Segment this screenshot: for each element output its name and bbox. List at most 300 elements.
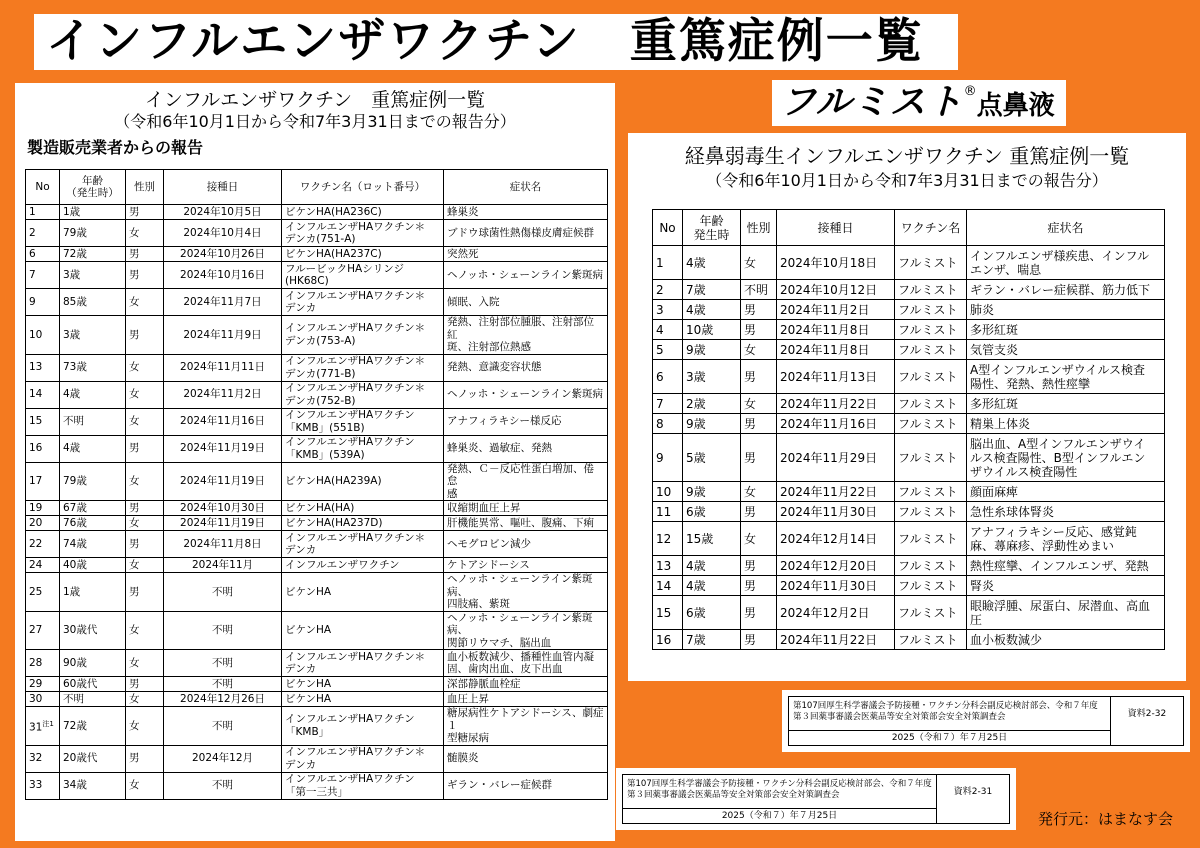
cell-no: 22 [26, 531, 60, 558]
cell-date: 2024年11月19日 [164, 516, 282, 531]
cell-vaccine: インフルエンザHAワクチン＊ デンカ(751-A) [282, 220, 444, 247]
cell-date: 2024年10月18日 [777, 246, 895, 280]
cell-symptoms: 蜂巣炎、過敏症、発熱 [444, 435, 608, 462]
column-header-sex: 性別 [741, 210, 777, 246]
cell-vaccine: フルミスト [895, 280, 967, 300]
cell-symptoms: 血小板数減少、播種性血管内凝 固、歯肉出血、皮下出血 [444, 650, 608, 677]
cell-symptoms: ヘノッホ・シェーンライン紫斑病、 関節リウマチ、脳出血 [444, 611, 608, 650]
column-header-vaccine: ワクチン名（ロット番号） [282, 170, 444, 205]
left-panel-subtitle: （令和6年10月1日から令和7年3月31日までの報告分） [114, 112, 516, 131]
cell-sex: 女 [741, 394, 777, 414]
cell-symptoms: A型インフルエンザウイルス検査 陽性、発熱、熱性痙攣 [967, 360, 1165, 394]
cell-symptoms: 肺炎 [967, 300, 1165, 320]
cell-symptoms: 傾眠、入院 [444, 289, 608, 316]
cell-sex: 男 [126, 205, 164, 220]
cell-date: 2024年10月12日 [777, 280, 895, 300]
cell-sex: 女 [741, 482, 777, 502]
cell-age: 4歳 [60, 435, 126, 462]
cell-sex: 女 [126, 650, 164, 677]
cell-no: 29 [26, 677, 60, 692]
table-row [26, 745, 608, 772]
meeting-date: 2025（令和７）年７月25日 [789, 731, 1111, 745]
cell-sex: 男 [126, 573, 164, 612]
cell-age: 15歳 [683, 522, 741, 556]
cell-no: 15 [26, 408, 60, 435]
cell-symptoms: ヘノッホ・シェーンライン紫斑病 [444, 262, 608, 289]
cell-no: 16 [653, 630, 683, 650]
cell-date: 2024年10月30日 [164, 501, 282, 516]
cell-age: 4歳 [683, 300, 741, 320]
cell-age: 6歳 [683, 596, 741, 630]
column-header-vaccine: ワクチン名 [895, 210, 967, 246]
cell-age: 40歳 [60, 558, 126, 573]
table-row [653, 414, 1165, 434]
cell-no: 14 [26, 381, 60, 408]
table-row [26, 558, 608, 573]
cell-vaccine: ビケンHA(HA239A) [282, 462, 444, 501]
cell-sex: 女 [741, 246, 777, 280]
table-row [26, 289, 608, 316]
cell-symptoms: ギラン・バレー症候群 [444, 772, 608, 799]
cell-date: 2024年12月20日 [777, 556, 895, 576]
meeting-org [623, 775, 937, 809]
cell-symptoms: 血圧上昇 [444, 692, 608, 707]
cell-no: 3 [653, 300, 683, 320]
cell-symptoms: ヘノッホ・シェーンライン紫斑病、 四肢痛、紫斑 [444, 573, 608, 612]
cell-age: 5歳 [683, 434, 741, 482]
table-row [653, 482, 1165, 502]
cell-no: 11 [653, 502, 683, 522]
cell-date: 2024年11月8日 [777, 320, 895, 340]
cell-vaccine: フルミスト [895, 434, 967, 482]
cell-sex: 男 [126, 435, 164, 462]
cell-date: 2024年11月2日 [164, 381, 282, 408]
cell-date: 2024年11月30日 [777, 576, 895, 596]
cell-no: 32 [26, 745, 60, 772]
cell-sex: 男 [741, 414, 777, 434]
cell-sex: 男 [741, 434, 777, 482]
meeting-info-box [616, 768, 1016, 830]
cell-vaccine: インフルエンザHAワクチン＊ デンカ [282, 289, 444, 316]
cell-age: 6歳 [683, 502, 741, 522]
cell-date: 2024年11月8日 [164, 531, 282, 558]
cell-age: 34歳 [60, 772, 126, 799]
cell-vaccine: フルミスト [895, 246, 967, 280]
cell-sex: 男 [741, 300, 777, 320]
cell-age: 7歳 [683, 280, 741, 300]
table-row [26, 531, 608, 558]
cell-sex: 男 [741, 360, 777, 394]
right-table-header [653, 210, 1165, 246]
cell-sex: 女 [741, 522, 777, 556]
table-row [653, 630, 1165, 650]
cell-no: 2 [653, 280, 683, 300]
left-panel-section: 製造販売業者からの報告 [27, 138, 204, 157]
cell-date: 2024年11月19日 [164, 435, 282, 462]
cell-age: 1歳 [60, 205, 126, 220]
cell-symptoms: 発熱、Ｃ－反応性蛋白増加、倦怠 感 [444, 462, 608, 501]
document-id: 資料2-32 [1127, 709, 1167, 719]
cell-vaccine: フルミスト [895, 340, 967, 360]
meeting-org-line2: 第３回薬事審議会医薬品等安全対策部会安全対策調査会 [627, 790, 840, 800]
cell-vaccine: フルミスト [895, 576, 967, 596]
cell-age: 3歳 [60, 262, 126, 289]
cell-age: 10歳 [683, 320, 741, 340]
cell-vaccine: フルミスト [895, 630, 967, 650]
cell-sex: 女 [126, 516, 164, 531]
cell-date: 不明 [164, 611, 282, 650]
table-row [26, 381, 608, 408]
cell-vaccine: フルミスト [895, 596, 967, 630]
cell-vaccine: ビケンHA [282, 573, 444, 612]
cell-age: 9歳 [683, 414, 741, 434]
cell-sex: 女 [126, 558, 164, 573]
cell-age: 85歳 [60, 289, 126, 316]
table-row [26, 692, 608, 707]
cell-no: 14 [653, 576, 683, 596]
cell-sex: 男 [741, 502, 777, 522]
table-row [653, 246, 1165, 280]
cell-no: 30 [26, 692, 60, 707]
cell-symptoms: 腎炎 [967, 576, 1165, 596]
cell-vaccine: フルミスト [895, 360, 967, 394]
cell-symptoms: 深部静脈血栓症 [444, 677, 608, 692]
cell-vaccine: インフルエンザHAワクチン＊ デンカ(771-B) [282, 354, 444, 381]
cell-date: 2024年11月9日 [164, 316, 282, 355]
main-title: インフルエンザワクチン 重篤症例一覧 [34, 14, 958, 70]
cell-sex: 男 [741, 576, 777, 596]
cell-vaccine: フルミスト [895, 414, 967, 434]
cell-no: 24 [26, 558, 60, 573]
table-row [26, 501, 608, 516]
cell-no: 19 [26, 501, 60, 516]
column-header-no: No [26, 170, 60, 205]
cell-age: 9歳 [683, 340, 741, 360]
meeting-info-box [782, 690, 1190, 752]
cell-symptoms: 蜂巣炎 [444, 205, 608, 220]
flumist-brand: フルミスト [780, 82, 964, 123]
table-row [653, 360, 1165, 394]
cell-symptoms: 発熱、意識変容状態 [444, 354, 608, 381]
cell-sex: 男 [741, 596, 777, 630]
cell-age: 9歳 [683, 482, 741, 502]
cell-vaccine: フルミスト [895, 556, 967, 576]
cell-date: 不明 [164, 650, 282, 677]
table-row [26, 205, 608, 220]
cell-date: 2024年11月30日 [777, 502, 895, 522]
left-panel [15, 83, 615, 841]
cell-vaccine: インフルエンザHAワクチン 「KMB」(551B) [282, 408, 444, 435]
registered-mark: ® [963, 84, 977, 99]
cell-no: 7 [26, 262, 60, 289]
cell-symptoms: ケトアシドーシス [444, 558, 608, 573]
cell-no: 33 [26, 772, 60, 799]
column-header-age: 年齢 （発生時） [60, 170, 126, 205]
cell-vaccine: インフルエンザHAワクチン＊ デンカ(752-B) [282, 381, 444, 408]
cell-sex: 男 [741, 556, 777, 576]
cell-vaccine: フルービックHAシリンジ (HK68C) [282, 262, 444, 289]
right-panel-title: 経鼻弱毒生インフルエンザワクチン 重篤症例一覧 [684, 144, 1130, 168]
cell-symptoms: ヘモグロビン減少 [444, 531, 608, 558]
cell-age: 60歳代 [60, 677, 126, 692]
cell-vaccine: インフルエンザHAワクチン 「第一三共」 [282, 772, 444, 799]
table-row [26, 435, 608, 462]
cell-no: 2 [26, 220, 60, 247]
column-header-symptoms: 症状名 [444, 170, 608, 205]
cell-vaccine: インフルエンザHAワクチン 「KMB」(539A) [282, 435, 444, 462]
table-row [26, 247, 608, 262]
table-row [26, 707, 608, 746]
table-row [653, 522, 1165, 556]
right-panel-subtitle: （令和6年10月1日から令和7年3月31日までの報告分） [706, 171, 1108, 190]
cell-age: 4歳 [683, 556, 741, 576]
cell-date: 2024年10月4日 [164, 220, 282, 247]
cell-vaccine: インフルエンザHAワクチン＊ デンカ [282, 745, 444, 772]
cell-age: 3歳 [60, 316, 126, 355]
cell-age: 76歳 [60, 516, 126, 531]
cell-age: 1歳 [60, 573, 126, 612]
column-header-no: No [653, 210, 683, 246]
table-row [26, 573, 608, 612]
cell-date: 2024年12月 [164, 745, 282, 772]
cell-symptoms: 精巣上体炎 [967, 414, 1165, 434]
cell-sex: 男 [126, 501, 164, 516]
cell-no: 7 [653, 394, 683, 414]
table-row [26, 772, 608, 799]
cell-symptoms: 多形紅斑 [967, 320, 1165, 340]
cell-no: 6 [653, 360, 683, 394]
cell-symptoms: ギラン・バレー症候群、筋力低下 [967, 280, 1165, 300]
cell-vaccine: フルミスト [895, 522, 967, 556]
cell-no: 9 [26, 289, 60, 316]
cell-sex: 女 [126, 611, 164, 650]
cell-date: 2024年11月29日 [777, 434, 895, 482]
cell-no: 1 [26, 205, 60, 220]
table-row [653, 340, 1165, 360]
cell-symptoms: 熱性痙攣、インフルエンザ、発熱 [967, 556, 1165, 576]
cell-sex: 男 [126, 247, 164, 262]
cell-sex: 女 [126, 408, 164, 435]
flumist-banner [772, 80, 1066, 126]
cell-age: 73歳 [60, 354, 126, 381]
cell-age: 72歳 [60, 707, 126, 746]
cell-vaccine: ビケンHA [282, 692, 444, 707]
cell-date: 2024年11月2日 [777, 300, 895, 320]
cell-date: 2024年11月19日 [164, 462, 282, 501]
cell-date: 2024年11月16日 [164, 408, 282, 435]
cell-vaccine: フルミスト [895, 300, 967, 320]
cell-date: 2024年11月22日 [777, 482, 895, 502]
cell-symptoms: 糖尿病性ケトアシドーシス、劇症１ 型糖尿病 [444, 707, 608, 746]
cell-no: 13 [653, 556, 683, 576]
column-header-date: 接種日 [164, 170, 282, 205]
cell-no: 10 [653, 482, 683, 502]
table-row [26, 516, 608, 531]
meeting-date: 2025（令和７）年７月25日 [623, 809, 937, 823]
cell-symptoms: 収縮期血圧上昇 [444, 501, 608, 516]
cell-vaccine: フルミスト [895, 502, 967, 522]
cell-no: 10 [26, 316, 60, 355]
cell-no: 31$^{注1}$ [26, 707, 60, 746]
left-table-header [26, 170, 608, 205]
cell-vaccine: インフルエンザHAワクチン＊ デンカ [282, 650, 444, 677]
cell-date: 2024年11月8日 [777, 340, 895, 360]
cell-sex: 不明 [741, 280, 777, 300]
table-row [26, 611, 608, 650]
cell-no: 28 [26, 650, 60, 677]
cell-vaccine: インフルエンザHAワクチン＊ デンカ(753-A) [282, 316, 444, 355]
cell-sex: 男 [126, 262, 164, 289]
cell-sex: 女 [741, 340, 777, 360]
cell-no: 5 [653, 340, 683, 360]
table-row [653, 280, 1165, 300]
cell-age: 72歳 [60, 247, 126, 262]
cell-sex: 男 [126, 745, 164, 772]
cell-symptoms: インフルエンザ様疾患、インフル エンザ、喘息 [967, 246, 1165, 280]
publisher: 発行元：はまなす会 [1038, 810, 1174, 828]
cell-no: 8 [653, 414, 683, 434]
cell-age: 20歳代 [60, 745, 126, 772]
cell-sex: 女 [126, 707, 164, 746]
cell-symptoms: ブドウ球菌性熱傷様皮膚症候群 [444, 220, 608, 247]
cell-date: 2024年11月22日 [777, 394, 895, 414]
cell-no: 25 [26, 573, 60, 612]
cell-symptoms: 顔面麻痺 [967, 482, 1165, 502]
cell-sex: 女 [126, 692, 164, 707]
table-row [26, 462, 608, 501]
cell-date: 2024年10月26日 [164, 247, 282, 262]
table-row [653, 300, 1165, 320]
cell-date: 不明 [164, 707, 282, 746]
column-header-sex: 性別 [126, 170, 164, 205]
cell-age: 4歳 [683, 246, 741, 280]
cell-date: 2024年11月13日 [777, 360, 895, 394]
cell-symptoms: 髄膜炎 [444, 745, 608, 772]
cell-symptoms: 血小板数減少 [967, 630, 1165, 650]
right-panel [628, 133, 1186, 681]
cell-sex: 女 [126, 381, 164, 408]
cell-no: 15 [653, 596, 683, 630]
cell-age: 79歳 [60, 220, 126, 247]
cell-no: 1 [653, 246, 683, 280]
table-row [26, 408, 608, 435]
cell-age: 74歳 [60, 531, 126, 558]
cell-vaccine: ビケンHA(HA) [282, 501, 444, 516]
cell-no: 9 [653, 434, 683, 482]
cell-no: 17 [26, 462, 60, 501]
cell-symptoms: 眼瞼浮腫、尿蛋白、尿潜血、高血 圧 [967, 596, 1165, 630]
cell-vaccine: インフルエンザHAワクチン＊ デンカ [282, 531, 444, 558]
column-header-symptoms: 症状名 [967, 210, 1165, 246]
table-row [26, 262, 608, 289]
table-row [653, 556, 1165, 576]
cell-symptoms: 多形紅斑 [967, 394, 1165, 414]
cell-age: 不明 [60, 692, 126, 707]
cell-age: 30歳代 [60, 611, 126, 650]
cell-sex: 女 [126, 289, 164, 316]
cell-symptoms: 突然死 [444, 247, 608, 262]
table-row [653, 596, 1165, 630]
cell-no: 12 [653, 522, 683, 556]
table-row [653, 502, 1165, 522]
meeting-org [789, 697, 1111, 731]
cell-date: 2024年12月14日 [777, 522, 895, 556]
cell-age: 不明 [60, 408, 126, 435]
cell-vaccine: ビケンHA(HA236C) [282, 205, 444, 220]
table-row [26, 677, 608, 692]
cell-vaccine: フルミスト [895, 320, 967, 340]
cell-symptoms: アナフィラキシー反応、感覚鈍 麻、蕁麻疹、浮動性めまい [967, 522, 1165, 556]
column-header-age: 年齢 発生時 [683, 210, 741, 246]
document-id: 資料2-31 [953, 787, 993, 797]
cell-age: 67歳 [60, 501, 126, 516]
cell-no: 20 [26, 516, 60, 531]
cell-sex: 女 [126, 354, 164, 381]
cell-symptoms: 急性糸球体腎炎 [967, 502, 1165, 522]
cell-no: 16 [26, 435, 60, 462]
cell-sex: 男 [741, 320, 777, 340]
cell-age: 7歳 [683, 630, 741, 650]
cell-date: 2024年12月26日 [164, 692, 282, 707]
cell-vaccine: ビケンHA(HA237D) [282, 516, 444, 531]
column-header-date: 接種日 [777, 210, 895, 246]
cell-symptoms: ヘノッホ・シェーンライン紫斑病 [444, 381, 608, 408]
cell-vaccine: フルミスト [895, 394, 967, 414]
cell-sex: 男 [126, 677, 164, 692]
cell-sex: 女 [126, 462, 164, 501]
cell-symptoms: 脳出血、A型インフルエンザウイ ルス検査陽性、B型インフルエン ザウイルス検査陽性 [967, 434, 1165, 482]
cell-vaccine: ビケンHA [282, 611, 444, 650]
table-row [26, 650, 608, 677]
cell-date: 2024年10月5日 [164, 205, 282, 220]
cell-vaccine: インフルエンザワクチン [282, 558, 444, 573]
cell-age: 90歳 [60, 650, 126, 677]
cell-date: 不明 [164, 677, 282, 692]
cell-sex: 女 [126, 220, 164, 247]
cell-vaccine: ビケンHA(HA237C) [282, 247, 444, 262]
cell-sex: 男 [126, 316, 164, 355]
cell-sex: 女 [126, 772, 164, 799]
cell-date: 2024年11月 [164, 558, 282, 573]
table-row [653, 320, 1165, 340]
table-row [26, 220, 608, 247]
cell-age: 4歳 [60, 381, 126, 408]
meeting-org-line2: 第３回薬事審議会医薬品等安全対策部会安全対策調査会 [793, 712, 1006, 722]
cell-sex: 男 [126, 531, 164, 558]
meeting-org-line1: 第107回厚生科学審議会予防接種・ワクチン分科会副反応検討部会、令和７年度 [793, 701, 1098, 711]
meeting-org-line1: 第107回厚生科学審議会予防接種・ワクチン分科会副反応検討部会、令和７年度 [627, 779, 932, 789]
cell-symptoms: 気管支炎 [967, 340, 1165, 360]
cell-symptoms: 発熱、注射部位腫脹、注射部位紅 斑、注射部位熱感 [444, 316, 608, 355]
cell-date: 不明 [164, 772, 282, 799]
cell-vaccine: ビケンHA [282, 677, 444, 692]
cell-date: 2024年10月16日 [164, 262, 282, 289]
cell-symptoms: アナフィラキシー様反応 [444, 408, 608, 435]
cell-no: 4 [653, 320, 683, 340]
cell-no: 27 [26, 611, 60, 650]
cell-date: 2024年12月2日 [777, 596, 895, 630]
cell-symptoms: 肝機能異常、嘔吐、腹痛、下痢 [444, 516, 608, 531]
cell-age: 3歳 [683, 360, 741, 394]
left-table [25, 169, 608, 800]
right-table [652, 209, 1165, 650]
cell-age: 79歳 [60, 462, 126, 501]
cell-no: 13 [26, 354, 60, 381]
cell-vaccine: インフルエンザHAワクチン 「KMB」 [282, 707, 444, 746]
table-row [26, 316, 608, 355]
flumist-suffix: 点鼻液 [976, 91, 1055, 121]
table-row [653, 434, 1165, 482]
